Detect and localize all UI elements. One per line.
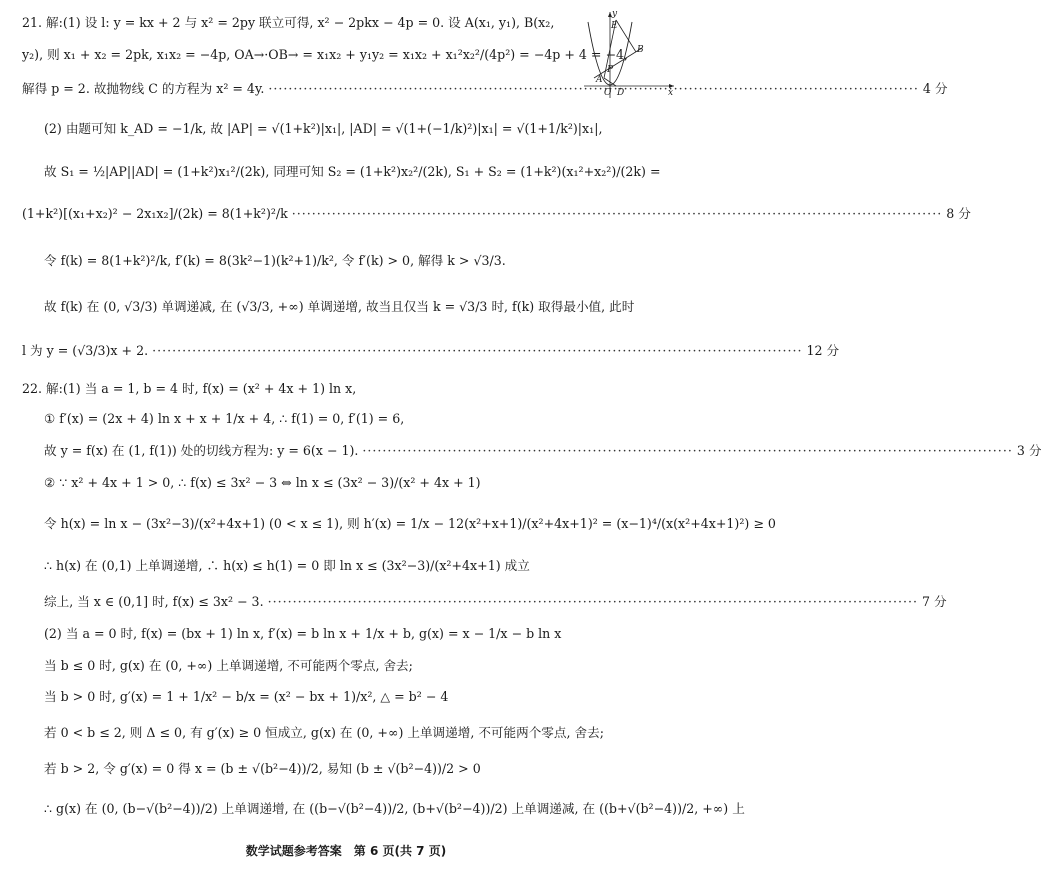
q22-line-10: 若 b > 2, 令 g′(x) = 0 得 x = (b ± √(b²−4))/2, 易知 (b ± √(b²−4))/2 > 0	[44, 761, 481, 776]
label-a: A	[596, 75, 603, 85]
q22-line-8: 当 b > 0 时, g′(x) = 1 + 1/x² − b/x = (x² − bx + 1)/x², △ = b² − 4	[44, 689, 449, 704]
q21-scored-text: 解得 p = 2. 故抛物线 C 的方程为 x² = 4y.	[22, 81, 265, 96]
q21-scored-line-2	[22, 205, 971, 223]
score-mark: 7 分	[922, 594, 947, 609]
q21-line-3: (2) 由题可知 k_AD = −1/k, 故 |AP| = √(1+k²)|x₁|, |AD| = √(1+(−1/k)²)|x₁| = √(1+1/k²)|x₁|,	[44, 121, 603, 136]
leader-dots	[152, 342, 802, 360]
q21-scored-text: (1+k²)[(x₁+x₂)² − 2x₁x₂]/(2k) = 8(1+k²)²/k	[22, 206, 288, 221]
page-footer: 数学试题参考答案 第 6 页(共 7 页)	[245, 844, 447, 858]
leader-dots	[362, 442, 1012, 460]
label-p: P	[607, 65, 614, 75]
q22-line-11: ∴ g(x) 在 (0, (b−√(b²−4))/2) 上单调递增, 在 ((b−√(b²−4))/2, (b+√(b²−4))/2) 上单调递减, 在 ((b+√(b²−4))/2, +∞) 上	[44, 801, 745, 816]
q22-line-9: 若 0 < b ≤ 2, 则 Δ ≤ 0, 有 g′(x) ≥ 0 恒成立, g(x) 在 (0, +∞) 上单调递增, 不可能两个零点, 舍去;	[44, 725, 604, 740]
q22-line-1: 22. 解:(1) 当 a = 1, b = 4 时, f(x) = (x² + 4x + 1) ln x,	[22, 381, 357, 396]
q21-line-2: y₂), 则 x₁ + x₂ = 2pk, x₁x₂ = −4p, OA→·OB→ = x₁x₂ + y₁y₂ = x₁x₂ + x₁²x₂²/(4p²) = −4p + 4 = −4,	[22, 47, 629, 62]
q22-line-5: ∴ h(x) 在 (0,1) 上单调递增, ∴ h(x) ≤ h(1) = 0 即 ln x ≤ (3x²−3)/(x²+4x+1) 成立	[44, 558, 530, 573]
label-b: B	[637, 45, 644, 55]
leader-dots	[292, 205, 942, 223]
q22-line-4: 令 h(x) = ln x − (3x²−3)/(x²+4x+1) (0 < x ≤ 1), 则 h′(x) = 1/x − 12(x²+x+1)/(x²+4x+1)² = (x−1)⁴/(x(x²+4x+1)²) ≥ 0	[44, 516, 776, 531]
q22-scored-line-1	[44, 442, 1041, 460]
leader-dots	[268, 593, 918, 611]
line-eb	[616, 20, 636, 52]
q21-scored-text: l 为 y = (√3/3)x + 2.	[22, 343, 149, 358]
line-l	[594, 48, 642, 78]
q22-line-2: ① f′(x) = (2x + 4) ln x + x + 1/x + 4, ∴ f(1) = 0, f′(1) = 6,	[44, 411, 405, 426]
label-e: E	[611, 21, 618, 31]
label-x: x	[668, 88, 674, 98]
q22-scored-text: 故 y = f(x) 在 (1, f(1)) 处的切线方程为: y = 6(x − 1).	[44, 443, 359, 458]
q21-line-4: 故 S₁ = ½|AP||AD| = (1+k²)x₁²/(2k), 同理可知 S₂ = (1+k²)x₂²/(2k), S₁ + S₂ = (1+k²)(x₁²+x₂²)/(2k) =	[44, 164, 661, 179]
score-mark: 12 分	[806, 343, 840, 358]
q22-line-6: (2) 当 a = 0 时, f(x) = (bx + 1) ln x, f′(x) = b ln x + 1/x + b, g(x) = x − 1/x − b ln x	[44, 626, 562, 641]
label-d: D	[617, 88, 625, 98]
q22-line-7: 当 b ≤ 0 时, g(x) 在 (0, +∞) 上单调递增, 不可能两个零点, 舍去;	[44, 658, 413, 673]
parabola-figure	[580, 8, 676, 100]
q22-scored-text: 综上, 当 x ∈ (0,1] 时, f(x) ≤ 3x² − 3.	[44, 594, 264, 609]
q21-scored-line-1	[22, 80, 948, 98]
label-o: O	[604, 88, 612, 98]
q21-line-6: 故 f(k) 在 (0, √3/3) 单调递减, 在 (√3/3, +∞) 单调递增, 故当且仅当 k = √3/3 时, f(k) 取得最小值, 此时	[44, 299, 635, 314]
q22-line-3: ② ∵ x² + 4x + 1 > 0, ∴ f(x) ≤ 3x² − 3 ⇔ ln x ≤ (3x² − 3)/(x² + 4x + 1)	[44, 475, 481, 490]
q21-line-1: 21. 解:(1) 设 l: y = kx + 2 与 x² = 2py 联立可得, x² − 2pkx − 4p = 0. 设 A(x₁, y₁), B(x₂,	[22, 15, 555, 30]
score-mark: 4 分	[922, 81, 948, 96]
parabola-diagram	[580, 8, 676, 100]
score-mark: 8 分	[946, 206, 971, 221]
q21-scored-line-3	[22, 342, 840, 360]
score-mark: 3 分	[1016, 443, 1041, 458]
label-y: y	[612, 9, 618, 19]
q22-scored-line-2	[44, 593, 947, 611]
q21-line-5: 令 f(k) = 8(1+k²)²/k, f′(k) = 8(3k²−1)(k²+1)/k², 令 f′(k) > 0, 解得 k > √3/3.	[44, 253, 506, 268]
